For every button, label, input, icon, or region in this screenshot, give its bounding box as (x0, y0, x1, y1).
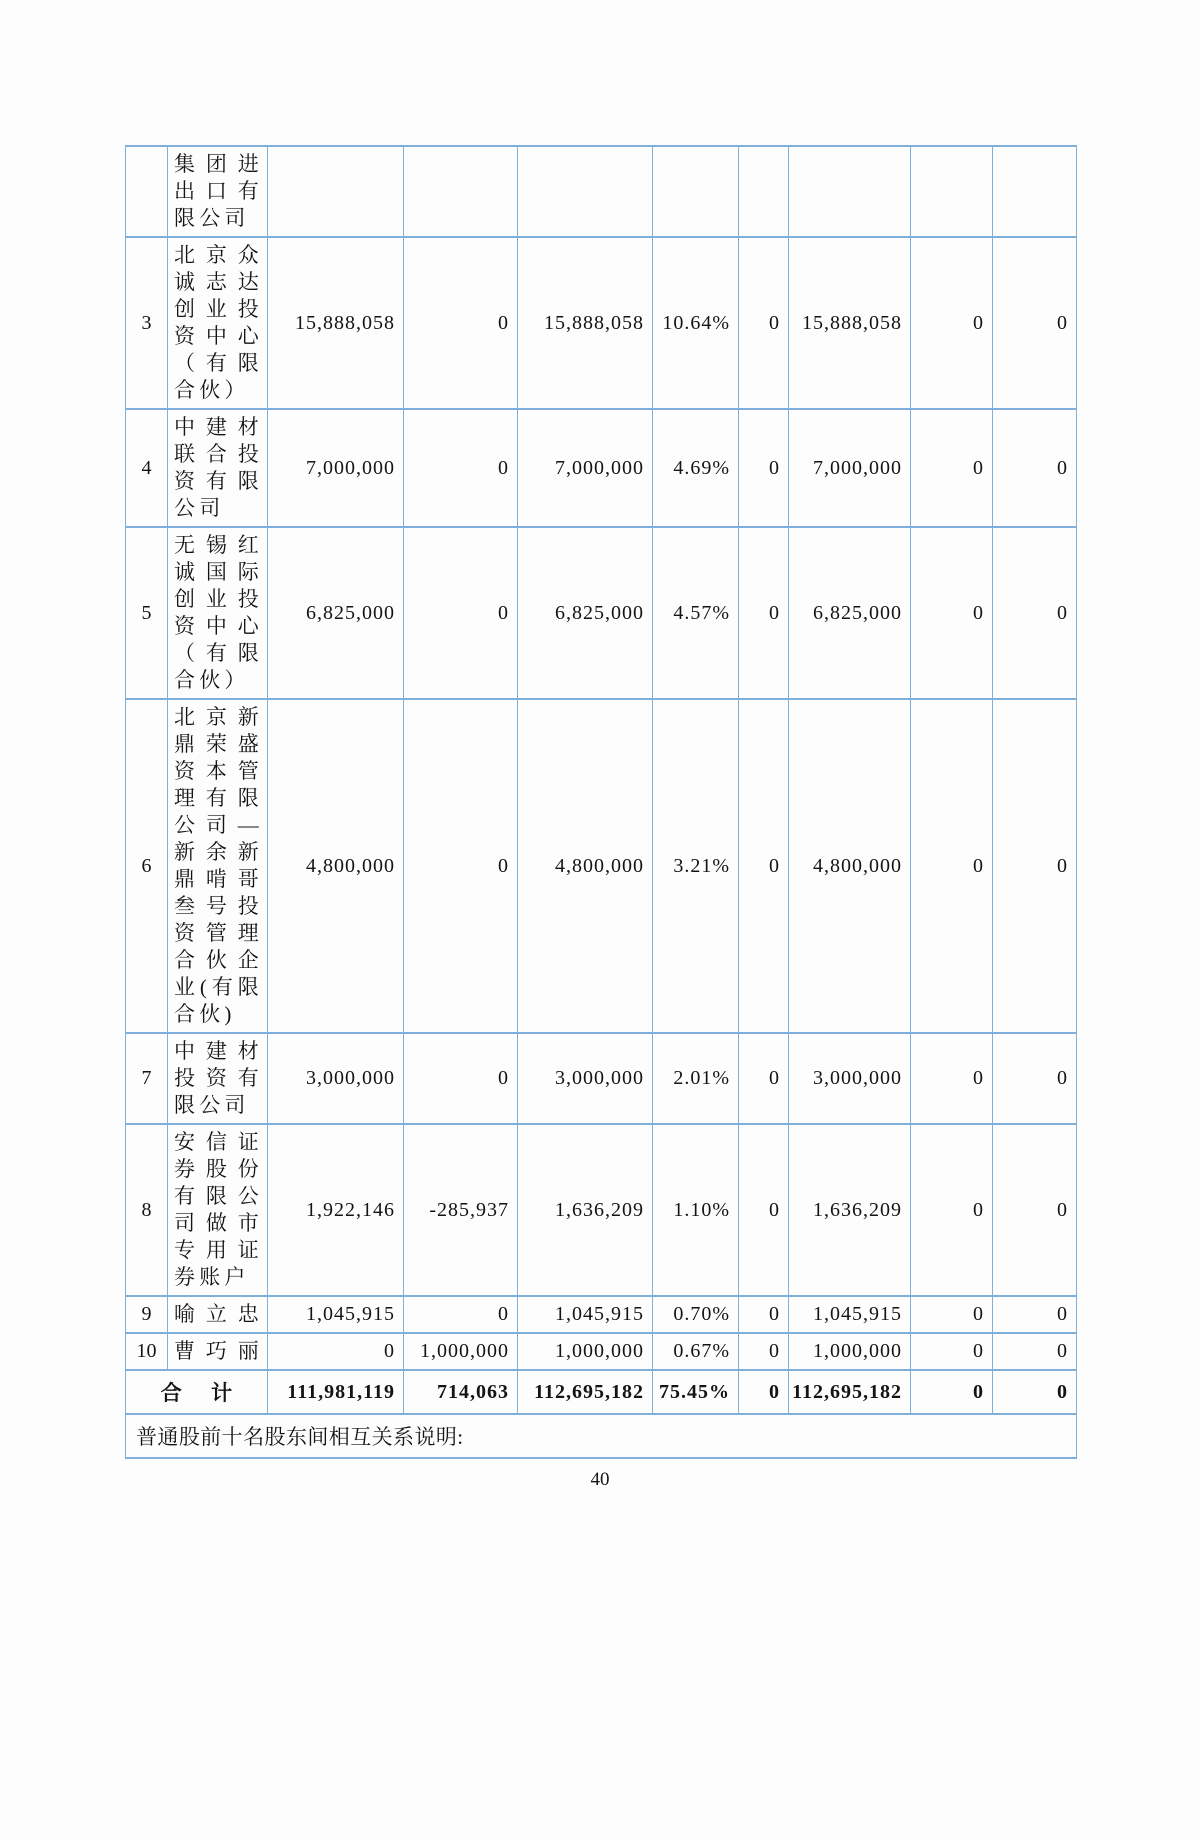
value-cell: 0 (739, 237, 789, 409)
value-cell: 6,825,000 (789, 527, 911, 699)
value-cell: 0 (739, 1033, 789, 1124)
value-cell: 0 (911, 1033, 993, 1124)
value-cell: 7,000,000 (789, 409, 911, 527)
row-number-cell: 3 (126, 237, 168, 409)
value-cell: 1,045,915 (268, 1296, 404, 1333)
value-cell: 0 (739, 1296, 789, 1333)
value-cell (518, 146, 653, 237)
row-number-cell: 8 (126, 1124, 168, 1296)
value-cell (993, 146, 1077, 237)
value-cell: 1,922,146 (268, 1124, 404, 1296)
table-row (126, 1033, 1077, 1124)
value-cell: 0 (404, 237, 518, 409)
value-cell: 0 (993, 409, 1077, 527)
table-row (126, 237, 1077, 409)
shareholder-name-cell: 北京众诚志达创业投资中心（有限合伙） (168, 237, 268, 409)
row-number-cell (126, 146, 168, 237)
value-cell (789, 146, 911, 237)
value-cell (911, 146, 993, 237)
value-cell: 6,825,000 (518, 527, 653, 699)
value-cell: 0 (911, 237, 993, 409)
value-cell: 0 (911, 527, 993, 699)
value-cell: 1,636,209 (518, 1124, 653, 1296)
value-cell: 0 (404, 699, 518, 1033)
shareholder-name-cell: 曹巧丽 (168, 1333, 268, 1370)
row-number-cell: 10 (126, 1333, 168, 1370)
total-value-cell: 112,695,182 (789, 1370, 911, 1414)
table-row (126, 409, 1077, 527)
value-cell (404, 146, 518, 237)
value-cell: 0 (404, 1296, 518, 1333)
value-cell: 0 (993, 237, 1077, 409)
table-row (126, 1124, 1077, 1296)
row-number-cell: 5 (126, 527, 168, 699)
value-cell: 0 (404, 409, 518, 527)
value-cell: 0 (993, 1296, 1077, 1333)
value-cell: 3,000,000 (518, 1033, 653, 1124)
table-row (126, 527, 1077, 699)
value-cell: 4,800,000 (518, 699, 653, 1033)
total-value-cell: 0 (911, 1370, 993, 1414)
shareholder-name-cell: 无锡红诚国际创业投资中心（有限合伙） (168, 527, 268, 699)
shareholder-name-cell: 喻立忠 (168, 1296, 268, 1333)
value-cell: 4,800,000 (268, 699, 404, 1033)
value-cell: 0 (993, 1124, 1077, 1296)
value-cell: 0 (404, 1033, 518, 1124)
value-cell: 0 (993, 699, 1077, 1033)
relationship-note-cell: 普通股前十名股东间相互关系说明: (126, 1414, 1077, 1458)
value-cell: 15,888,058 (268, 237, 404, 409)
shareholder-name-cell: 安信证券股份有限公司做市专用证券账户 (168, 1124, 268, 1296)
value-cell (653, 146, 739, 237)
value-cell: 15,888,058 (789, 237, 911, 409)
value-cell: 0 (911, 1296, 993, 1333)
value-cell: 4.57% (653, 527, 739, 699)
value-cell: 6,825,000 (268, 527, 404, 699)
row-number-cell: 6 (126, 699, 168, 1033)
value-cell: 1,636,209 (789, 1124, 911, 1296)
total-value-cell: 112,695,182 (518, 1370, 653, 1414)
value-cell: 1,000,000 (518, 1333, 653, 1370)
total-value-cell: 0 (739, 1370, 789, 1414)
value-cell: 0 (993, 1333, 1077, 1370)
shareholder-name-cell: 北京新鼎荣盛资本管理有限公司—新余新鼎啃哥叁号投资管理合伙企业(有限合伙) (168, 699, 268, 1033)
value-cell: 1,045,915 (518, 1296, 653, 1333)
value-cell: 7,000,000 (268, 409, 404, 527)
value-cell: 4.69% (653, 409, 739, 527)
value-cell: 1,000,000 (404, 1333, 518, 1370)
value-cell: 1,000,000 (789, 1333, 911, 1370)
value-cell: 0 (268, 1333, 404, 1370)
table-row-carryover (126, 146, 1077, 237)
value-cell: 0 (911, 699, 993, 1033)
shareholders-table (125, 145, 1077, 1459)
value-cell: 7,000,000 (518, 409, 653, 527)
value-cell: 0 (404, 527, 518, 699)
value-cell: 0 (739, 699, 789, 1033)
value-cell: 0 (739, 527, 789, 699)
row-number-cell: 4 (126, 409, 168, 527)
table-row (126, 699, 1077, 1033)
total-value-cell: 0 (993, 1370, 1077, 1414)
document-page (0, 145, 1200, 1840)
value-cell: 0.70% (653, 1296, 739, 1333)
value-cell: 2.01% (653, 1033, 739, 1124)
value-cell: 4,800,000 (789, 699, 911, 1033)
row-number-cell: 9 (126, 1296, 168, 1333)
shareholder-name-cell: 中建材投资有限公司 (168, 1033, 268, 1124)
value-cell: 1,045,915 (789, 1296, 911, 1333)
table-row (126, 1333, 1077, 1370)
shareholder-name-cell: 集团进出口有限公司 (168, 146, 268, 237)
value-cell (739, 146, 789, 237)
value-cell: 3,000,000 (268, 1033, 404, 1124)
shareholder-name-cell: 中建材联合投资有限公司 (168, 409, 268, 527)
value-cell: 3.21% (653, 699, 739, 1033)
value-cell: 1.10% (653, 1124, 739, 1296)
value-cell: -285,937 (404, 1124, 518, 1296)
value-cell: 15,888,058 (518, 237, 653, 409)
value-cell: 3,000,000 (789, 1033, 911, 1124)
total-value-cell: 75.45% (653, 1370, 739, 1414)
table-row (126, 1296, 1077, 1333)
value-cell: 0 (739, 409, 789, 527)
value-cell: 0 (911, 409, 993, 527)
total-label-cell: 合计 (126, 1370, 268, 1414)
value-cell: 0 (993, 527, 1077, 699)
value-cell: 10.64% (653, 237, 739, 409)
value-cell: 0 (739, 1124, 789, 1296)
value-cell: 0 (911, 1124, 993, 1296)
row-number-cell: 7 (126, 1033, 168, 1124)
total-value-cell: 714,063 (404, 1370, 518, 1414)
value-cell (268, 146, 404, 237)
page-number: 40 (590, 1469, 610, 1490)
value-cell: 0 (993, 1033, 1077, 1124)
value-cell: 0.67% (653, 1333, 739, 1370)
value-cell: 0 (739, 1333, 789, 1370)
value-cell: 0 (911, 1333, 993, 1370)
table-row-total (126, 1370, 1077, 1414)
table-row-note (126, 1414, 1077, 1458)
total-value-cell: 111,981,119 (268, 1370, 404, 1414)
